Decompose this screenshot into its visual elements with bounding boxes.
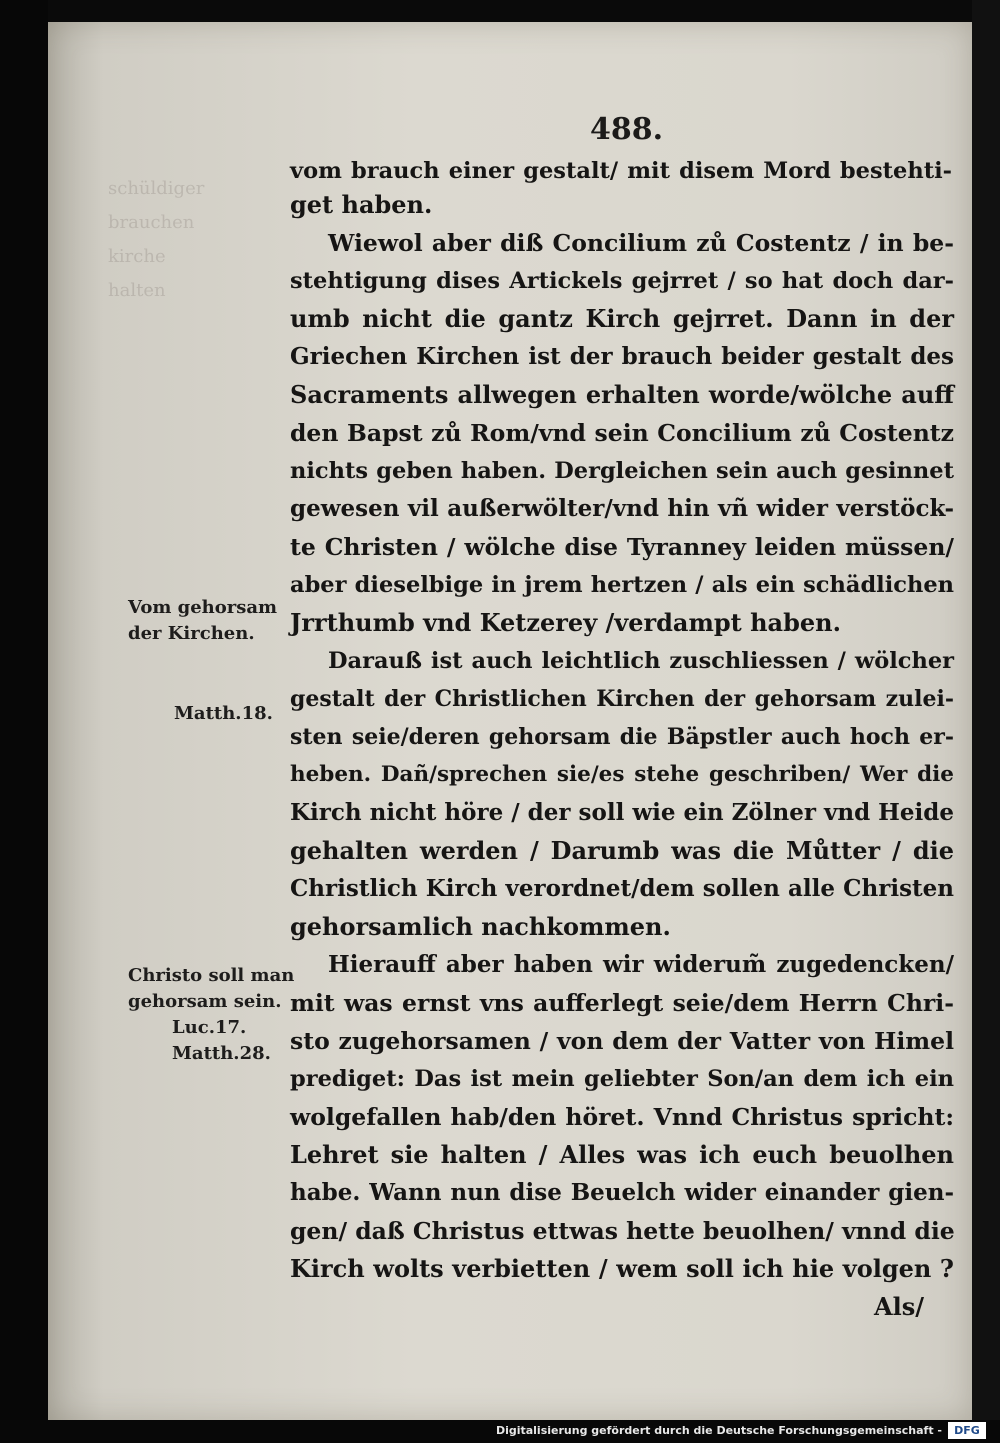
text-line: heben. Dañ/sprechen sie/es stehe geschriben/ Wer die xyxy=(290,762,954,787)
funding-credit: Digitalisierung gefördert durch die Deutsche Forschungsgemeinschaft - xyxy=(495,1424,942,1437)
text-line: gewesen vil außerwölter/vnd hin vñ wider verstöck- xyxy=(290,495,954,522)
text-line: get haben. xyxy=(290,190,433,219)
text-line: gestalt der Christlichen Kirchen der gehorsam zulei- xyxy=(290,686,954,712)
text-line: te Christen / wölche dise Tyranney leiden müssen/ xyxy=(290,533,954,561)
text-line: Lehret sie halten / Alles was ich euch beuolhen xyxy=(290,1140,954,1169)
text-line: gehalten werden / Darumb was die Můtter / die xyxy=(290,836,954,865)
margin-note: Luc.17. xyxy=(172,1017,247,1038)
text-line: nichts geben haben. Dergleichen sein auch gesinnet xyxy=(290,458,954,484)
text-line: gen/ daß Christus ettwas hette beuolhen/ vnnd die xyxy=(290,1217,955,1245)
page-number: 488. xyxy=(590,112,664,147)
margin-note: der Kirchen. xyxy=(128,623,255,644)
text-line: den Bapst zů Rom/vnd sein Concilium zů Costentz xyxy=(290,419,954,447)
text-line: habe. Wann nun dise Beuelch wider einander gien- xyxy=(290,1179,954,1206)
text-line: Sacraments allwegen erhalten worde/wölche auff xyxy=(290,380,954,409)
margin-note: Vom gehorsam xyxy=(128,597,278,618)
text-line: sten seie/deren gehorsam die Bäpstler auch hoch er- xyxy=(290,724,954,750)
text-line: Jrrthumb vnd Ketzerey /verdampt haben. xyxy=(290,608,841,637)
dfg-logo: DFG xyxy=(948,1422,986,1439)
text-line: aber dieselbige in jrem hertzen / als ein schädlichen xyxy=(290,572,954,598)
scan-background-right xyxy=(972,0,1000,1443)
text-line: vom brauch einer gestalt/ mit disem Mord bestehti- xyxy=(290,158,952,184)
text-line: Kirch wolts verbietten / wem soll ich hie volgen ? xyxy=(290,1254,954,1283)
margin-note: Matth.18. xyxy=(174,703,273,724)
margin-note: Matth.28. xyxy=(172,1043,271,1064)
text-line: Griechen Kirchen ist der brauch beider gestalt des xyxy=(290,343,954,370)
text-line: mit was ernst vns aufferlegt seie/dem Herrn Chri- xyxy=(290,989,954,1017)
text-line: wolgefallen hab/den höret. Vnnd Christus spricht: xyxy=(290,1103,954,1131)
margin-note: gehorsam sein. xyxy=(128,991,282,1012)
text-line: umb nicht die gantz Kirch gejrret. Dann in der xyxy=(290,304,954,333)
catchword: Als/ xyxy=(874,1292,925,1321)
text-line: Hierauff aber haben wir widerum̃ zugedencken/ xyxy=(328,951,954,978)
text-line: gehorsamlich nachkommen. xyxy=(290,912,671,941)
text-line: Wiewol aber diß Concilium zů Costentz / in be- xyxy=(328,229,954,257)
text-line: stehtigung dises Artickels gejrret / so hat doch dar- xyxy=(290,268,954,294)
scan-background-left xyxy=(0,0,48,1443)
text-line: sto zugehorsamen / von dem der Vatter von Himel xyxy=(290,1027,954,1055)
bleed-through-text: schüldiger brauchen kirche halten xyxy=(108,178,205,301)
text-line: Kirch nicht höre / der soll wie ein Zölner vnd Heide xyxy=(290,799,954,826)
text-line: prediget: Das ist mein geliebter Son/an dem ich ein xyxy=(290,1066,954,1092)
text-line: Darauß ist auch leichtlich zuschliessen / wölcher xyxy=(328,648,954,674)
text-line: Christlich Kirch verordnet/dem sollen alle Christen xyxy=(290,875,954,902)
margin-note: Christo soll man xyxy=(128,965,295,986)
